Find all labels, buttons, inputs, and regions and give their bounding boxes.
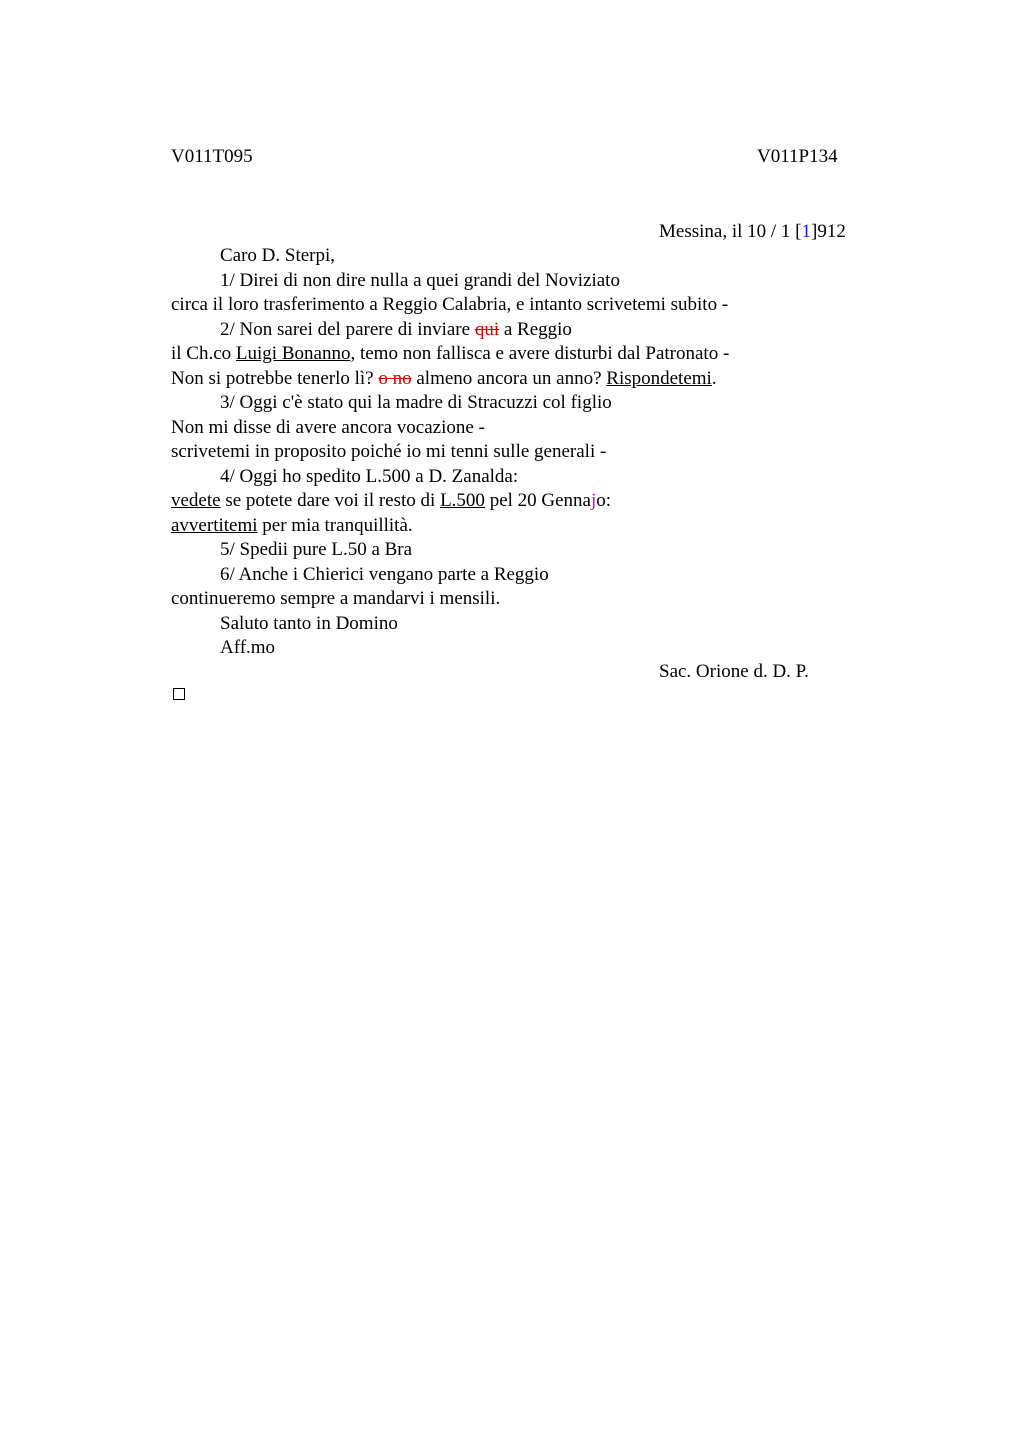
underlined-word: vedete xyxy=(171,490,221,511)
salutation: Caro D. Sterpi, xyxy=(220,245,336,266)
point-3-line-1: 3/ Oggi c'è stato qui la madre di Stracuzzi col figlio xyxy=(220,392,612,413)
point-6-line-1: 6/ Anche i Chierici vengano parte a Reggio xyxy=(220,563,549,585)
signature: Sac. Orione d. D. P. xyxy=(659,661,809,682)
text-run: il Ch.co xyxy=(171,343,236,364)
point-5: 5/ Spedii pure L.50 a Bra xyxy=(220,539,413,560)
text-run: almeno ancora un anno? xyxy=(411,367,607,389)
text-run: pel 20 Genna xyxy=(484,490,591,511)
letter-body xyxy=(171,245,729,662)
underlined-amount: L.500 xyxy=(440,490,485,511)
closing-affmo: Aff.mo xyxy=(220,637,276,658)
point-2-line-3 xyxy=(171,368,729,393)
point-2-line-1 xyxy=(171,319,729,344)
document-code-left: V011T095 xyxy=(171,146,253,167)
underlined-name: Luigi Bonanno xyxy=(235,343,351,364)
point-1-line-1: 1/ Direi di non dire nulla a quei grandi del Noviziato xyxy=(220,269,620,291)
date-editorial-insert: 1 xyxy=(801,221,811,242)
deleted-words: o no xyxy=(378,367,412,389)
point-6-line-2: continueremo sempre a mandarvi i mensili. xyxy=(171,588,501,609)
underlined-word: Rispondetemi xyxy=(606,367,712,389)
text-run: , temo non fallisca e avere disturbi dal Patronato - xyxy=(350,343,730,364)
point-4-line-1: 4/ Oggi ho spedito L.500 a D. Zanalda: xyxy=(220,465,519,487)
text-run: Non si potrebbe tenerlo lì? xyxy=(171,367,379,389)
deleted-word: qui xyxy=(474,318,500,340)
text-run: per mia tranquillità. xyxy=(257,514,413,536)
closing-greeting: Saluto tanto in Domino xyxy=(220,612,398,634)
text-run: a Reggio xyxy=(499,318,572,340)
date-prefix: Messina, il 10 / 1 [ xyxy=(659,221,802,242)
date-suffix: ]912 xyxy=(811,221,846,242)
date-line xyxy=(659,221,846,243)
point-3-line-3: scrivetemi in proposito poiché io mi tenni sulle generali - xyxy=(171,441,607,462)
text-run: se potete dare voi il resto di xyxy=(220,490,441,511)
underlined-word: avvertitemi xyxy=(171,514,258,536)
point-4-line-2 xyxy=(171,490,729,515)
point-2-line-2 xyxy=(171,343,729,368)
text-run: 2/ Non sarei del parere di inviare xyxy=(220,318,475,340)
text-run: . xyxy=(711,367,717,389)
point-4-line-3 xyxy=(171,515,729,540)
point-1-line-2: circa il loro trasferimento a Reggio Calabria, e intanto scrivetemi subito - xyxy=(171,294,729,315)
square-symbol-icon xyxy=(173,688,185,700)
point-3-line-2: Non mi disse di avere ancora vocazione - xyxy=(171,416,485,438)
document-code-right: V011P134 xyxy=(757,146,838,167)
text-run: o: xyxy=(596,490,612,511)
editorial-letter: j xyxy=(591,490,597,511)
